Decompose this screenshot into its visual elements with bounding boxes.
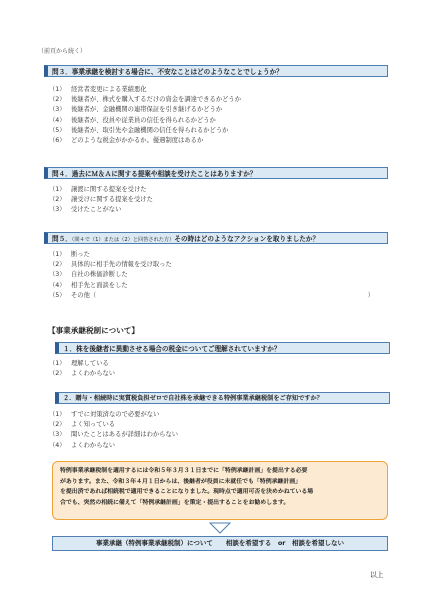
q5-option[interactable]: （1） 断った <box>49 251 90 258</box>
q5-option-other[interactable]: （5） その他（ ） <box>49 291 374 301</box>
q5-option[interactable]: （3） 自社の株価診断した <box>49 271 128 279</box>
q4-option[interactable]: （2） 譲受けに関する提案を受けた <box>49 196 153 204</box>
info-line: を提出済であれば相続税で適用できることになりました。現時点で適用可否を決めかねている場 <box>60 489 314 496</box>
q3-option[interactable]: （5） 後継者が、取引先や金融機関の信任を得られるかどうか <box>49 126 229 134</box>
continued-note: （前頁から続く） <box>38 48 87 55</box>
s2-option[interactable]: （4） よくわからない <box>49 441 116 449</box>
s2-option[interactable]: （2） よく知っている <box>49 421 116 429</box>
s1-options <box>49 359 115 379</box>
q5-heading: 問５．（問４で（1）または（2）と回答された方）その時はどのようなアクションを取りましたか？ <box>44 232 388 244</box>
q3-heading: 問３．事業承継を検討する場合に、不安なことはどのようなことでしょうか？ <box>44 65 388 77</box>
q4-options <box>49 185 153 216</box>
s1-option[interactable]: （1） 理解している <box>49 360 109 367</box>
down-arrow-icon <box>209 522 231 534</box>
q5-options <box>49 250 374 301</box>
q3-option[interactable]: （4） 後継者が、役員や従業員の信任を得られるかどうか <box>49 116 216 124</box>
info-line: 特例事業承継税制を適用するには令和５年３月３１日までに「特例承継計画」を提出する必要 <box>60 468 308 474</box>
other-close-paren: ） <box>367 291 374 299</box>
s2-heading: ２．贈与・相続時に実質税負担ゼロで自社株を承継できる特例事業承継税制をご存知ですか？ <box>55 392 390 404</box>
q5-option[interactable]: （2） 具体的に相手先の情報を受け取った <box>49 261 172 269</box>
q3-option[interactable]: （2） 後継者が、株式を購入するだけの資金を調達できるかどうか <box>49 96 242 104</box>
s1-option[interactable]: （2） よくわからない <box>49 370 116 378</box>
s1-heading: １．株を後継者に異動させる場合の税金についてご理解されていますか？ <box>55 342 390 354</box>
s2-option[interactable]: （3） 聞いたことはあるが詳細はわからない <box>49 431 179 439</box>
q4-option[interactable]: （3） 受けたことがない <box>49 206 122 214</box>
s2-option[interactable]: （1） すでに対策済なので必要がない <box>49 411 160 418</box>
s2-options <box>49 410 178 451</box>
q3-option[interactable]: （6） どのような税金がかかるか。優遇制度はあるか <box>49 137 204 145</box>
q5-option[interactable]: （4） 相手先と面談をした <box>49 281 128 289</box>
info-line: があります。また、令和３年４月１日からは、後継者が役員に未就任でも「特例承継計画」 <box>60 478 302 485</box>
info-line: 合でも、突然の相続に備えて「特例承継計画」を策定・提出することをお勧めします。 <box>60 499 290 506</box>
q3-option[interactable]: （3） 後継者が、金融機関の連帯保証を引き継げるかどうか <box>49 106 223 114</box>
q4-option[interactable]: （1） 譲渡に関する提案を受けた <box>49 186 147 193</box>
section-title: 【事業承継税制について】 <box>48 326 139 335</box>
closing-mark: 以上 <box>370 571 384 579</box>
q3-options <box>49 85 241 146</box>
consultation-choice[interactable]: 事業承継（特例事業承継税制）について 相談を希望する or 相談を希望しない <box>52 536 388 551</box>
tax-info-box <box>52 461 388 520</box>
q4-heading: 問４．過去にＭ＆Ａに関する提案や相談を受けたことはありますか？ <box>44 167 388 179</box>
q3-option[interactable]: （1） 経営者変更による業績悪化 <box>49 86 147 93</box>
